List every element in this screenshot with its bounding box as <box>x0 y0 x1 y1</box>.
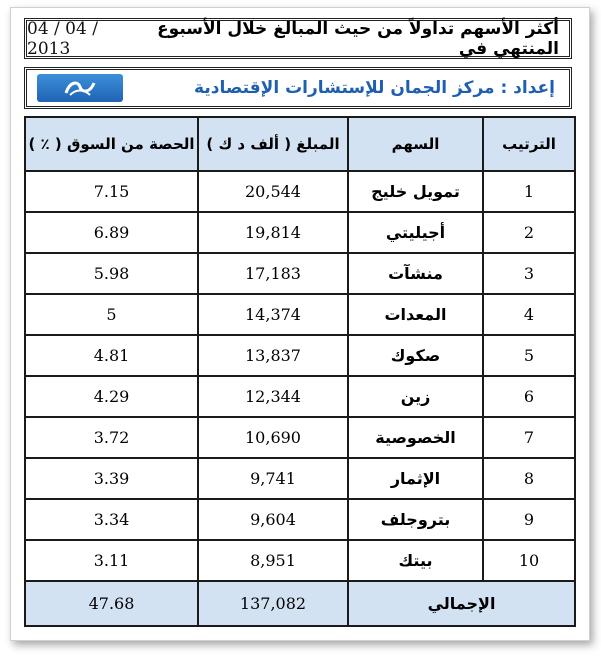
rank-cell: 1 <box>483 171 575 212</box>
table-row <box>25 212 575 253</box>
amount-cell: 10,690 <box>198 417 348 458</box>
amount-cell: 20,544 <box>198 171 348 212</box>
stock-cell: المعدات <box>348 294 483 335</box>
stock-cell: صكوك <box>348 335 483 376</box>
total-label: الإجمالي <box>348 581 575 626</box>
rank-cell: 3 <box>483 253 575 294</box>
amount-cell: 8,951 <box>198 540 348 581</box>
prepared-by-text: إعداد : مركز الجمان للإستشارات الإقتصادية <box>194 78 555 98</box>
header-stock: السهم <box>348 117 483 171</box>
stocks-table <box>24 116 576 627</box>
amount-cell: 19,814 <box>198 212 348 253</box>
amount-cell: 9,604 <box>198 499 348 540</box>
amount-cell: 9,741 <box>198 458 348 499</box>
stock-cell: بتروجلف <box>348 499 483 540</box>
amount-cell: 17,183 <box>198 253 348 294</box>
header-rank: الترتيب <box>483 117 575 171</box>
share-cell: 4.29 <box>25 376 198 417</box>
rank-cell: 8 <box>483 458 575 499</box>
rank-cell: 6 <box>483 376 575 417</box>
stock-cell: تمويل خليج <box>348 171 483 212</box>
table-row <box>25 335 575 376</box>
rank-cell: 10 <box>483 540 575 581</box>
table-row <box>25 417 575 458</box>
rank-cell: 5 <box>483 335 575 376</box>
share-cell: 6.89 <box>25 212 198 253</box>
table-row <box>25 376 575 417</box>
amount-cell: 14,374 <box>198 294 348 335</box>
total-share-cell: 47.68 <box>25 581 198 626</box>
stock-cell: أجيليتي <box>348 212 483 253</box>
stock-cell: الإثمار <box>348 458 483 499</box>
table-header-row <box>25 117 575 171</box>
table-row <box>25 171 575 212</box>
rank-cell: 9 <box>483 499 575 540</box>
header-share: الحصة من السوق ( ٪ ) <box>25 117 198 171</box>
table-row <box>25 253 575 294</box>
rank-cell: 2 <box>483 212 575 253</box>
share-cell: 3.39 <box>25 458 198 499</box>
report-card <box>10 7 590 641</box>
table-row <box>25 499 575 540</box>
jomann-logo-icon <box>37 74 123 102</box>
table-row <box>25 540 575 581</box>
share-cell: 5 <box>25 294 198 335</box>
share-cell: 7.15 <box>25 171 198 212</box>
total-amount-cell: 137,082 <box>198 581 348 626</box>
share-cell: 3.11 <box>25 540 198 581</box>
total-row <box>25 581 575 626</box>
rank-cell: 7 <box>483 417 575 458</box>
table-row <box>25 458 575 499</box>
title-date: 04 / 04 / 2013 <box>27 18 98 59</box>
stock-cell: منشآت <box>348 253 483 294</box>
share-cell: 3.72 <box>25 417 198 458</box>
table-row <box>25 294 575 335</box>
share-cell: 4.81 <box>25 335 198 376</box>
stock-cell: الخصوصية <box>348 417 483 458</box>
amount-cell: 13,837 <box>198 335 348 376</box>
share-cell: 3.34 <box>25 499 198 540</box>
stock-cell: زين <box>348 376 483 417</box>
prepared-by-banner <box>24 67 572 109</box>
stock-cell: بيتك <box>348 540 483 581</box>
share-cell: 5.98 <box>25 253 198 294</box>
header-amount: المبلغ ( ألف د ك ) <box>198 117 348 171</box>
rank-cell: 4 <box>483 294 575 335</box>
title-text: أكثر الأسهم تداولاً من حيث المبالغ خلال الأسبوع المنتهي في <box>157 18 559 59</box>
report-title <box>24 18 572 59</box>
amount-cell: 12,344 <box>198 376 348 417</box>
